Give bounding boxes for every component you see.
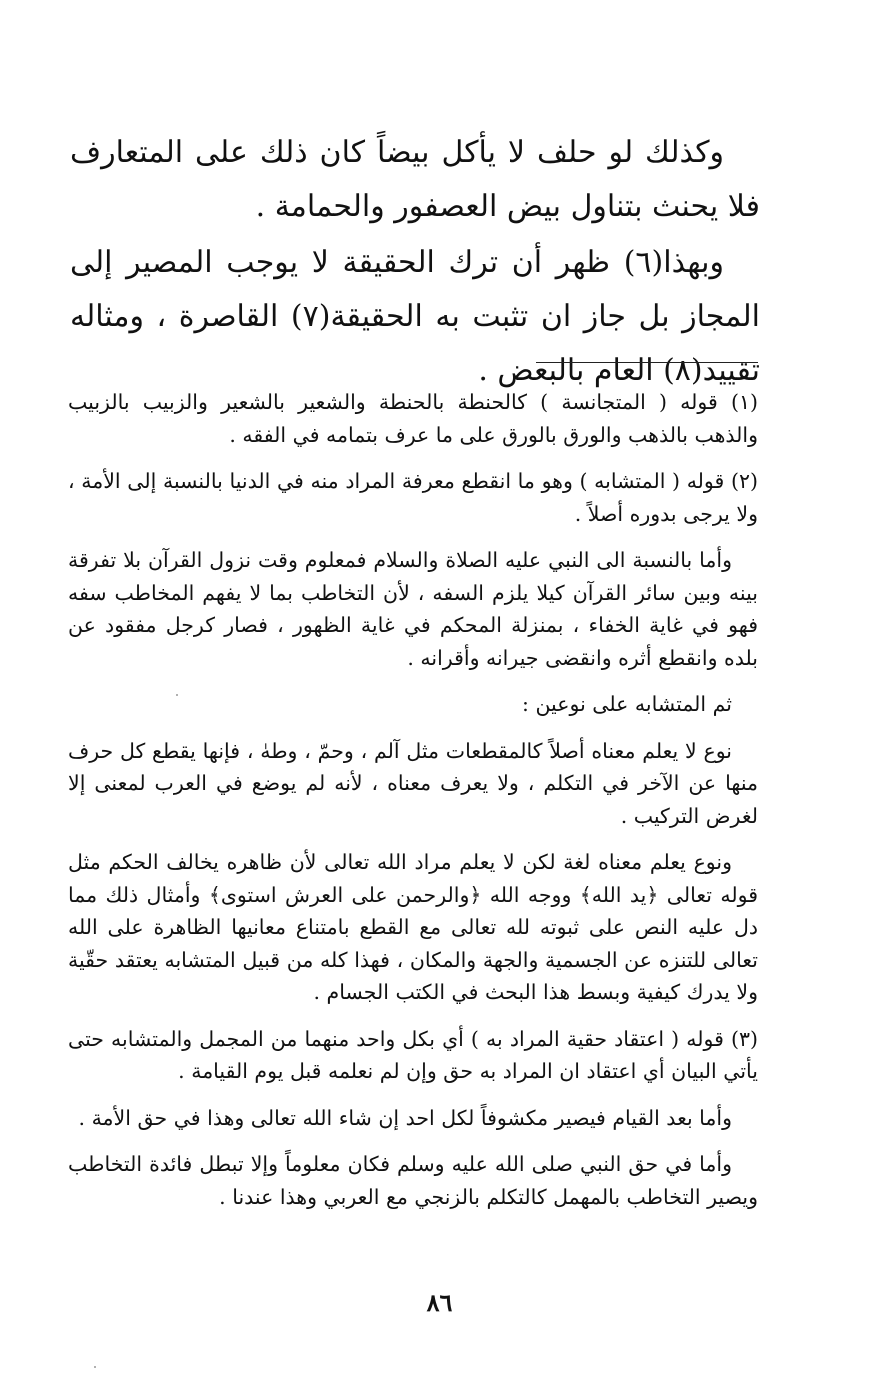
scan-speck	[94, 1366, 96, 1368]
footnote-3: (٣) قوله ( اعتقاد حقية المراد به ) أي بكل واحد منهما من المجمل والمتشابه حتى يأتي البيان أي اعتقاد ان المراد به حق وإن لم نعلمه قبل يوم القيامة .	[68, 1026, 758, 1083]
footnotes	[68, 386, 758, 1227]
main-paragraph-1: وكذلك لو حلف لا يأكل بيضاً كان ذلك على المتعارف فلا يحنث بتناول بيض العصفور والحمامة .	[70, 135, 760, 224]
footnote-2: (٢) قوله ( المتشابه ) وهو ما انقطع معرفة المراد منه في الدنيا بالنسبة إلى الأمة ، ولا يرجى بدوره أصلاً .	[68, 469, 758, 526]
main-text	[70, 126, 760, 400]
footnote-3-cont-2: وأما في حق النبي صلى الله عليه وسلم فكان معلوماً وإلا تبطل فائدة التخاطب ويصير التخاطب بالمهمل كالتكلم بالزنجي مع العربي وهذا عندنا .	[68, 1152, 758, 1209]
footnote-separator	[536, 362, 758, 363]
main-paragraph-2: وبهذا(٦) ظهر أن ترك الحقيقة لا يوجب المصير إلى المجاز بل جاز ان تثبت به الحقيقة(٧) القاصرة ، ومثاله تقييد(٨) العام بالبعض .	[70, 245, 760, 388]
footnote-3-cont-1: وأما بعد القيام فيصير مكشوفاً لكل احد إن شاء الله تعالى وهذا في حق الأمة .	[78, 1105, 732, 1130]
footnote-2-cont-3: نوع لا يعلم معناه أصلاً كالمقطعات مثل آلم ، وحمّ ، وطهٰ ، فإنها يقطع كل حرف منها عن الآخر في التكلم ، ولا يعرف معناه ، لأنه لم يوضع في العرب لمعنى إلا لغرض التركيب .	[68, 738, 758, 828]
footnote-2-cont-4: ونوع يعلم معناه لغة لكن لا يعلم مراد الله تعالى لأن ظاهره يخالف الحكم مثل قوله تعالى ﴿يد الله﴾ ووجه الله ﴿والرحمن على العرش استوى﴾ وأمثال ذلك مما دل عليه النص على ثبوته لله تعالى مع القطع بامتناع معانيها الظاهرة على الله تعالى للتنزه عن الجسمية والجهة والمكان ، فهذا كله من قبيل المتشابه يعتقد حقّية ولا يدرك كيفية وبسط هذا البحث في الكتب الجسام .	[68, 850, 758, 1004]
footnote-2-cont-2: ثم المتشابه على نوعين :	[522, 692, 732, 716]
footnote-1: (١) قوله ( المتجانسة ) كالحنطة بالحنطة والشعير بالشعير والزبيب بالزبيب والذهب بالذهب والورق بالورق على ما عرف بتمامه في الفقه .	[68, 390, 758, 447]
footnote-2-cont-1: وأما بالنسبة الى النبي عليه الصلاة والسلام فمعلوم وقت نزول القرآن بلا تفرقة بينه وبين سائر القرآن كيلا يلزم السفه ، لأن التخاطب بما لا يفهم المخاطب سفه فهو في غاية الخفاء ، بمنزلة المحكم في غاية الظهور ، فصار كرجل مفقود عن بلده وانقطع أثره وانقضى جيرانه وأقرانه .	[68, 548, 758, 670]
page-number: ٨٦	[426, 1288, 453, 1317]
scan-speck	[176, 694, 178, 696]
